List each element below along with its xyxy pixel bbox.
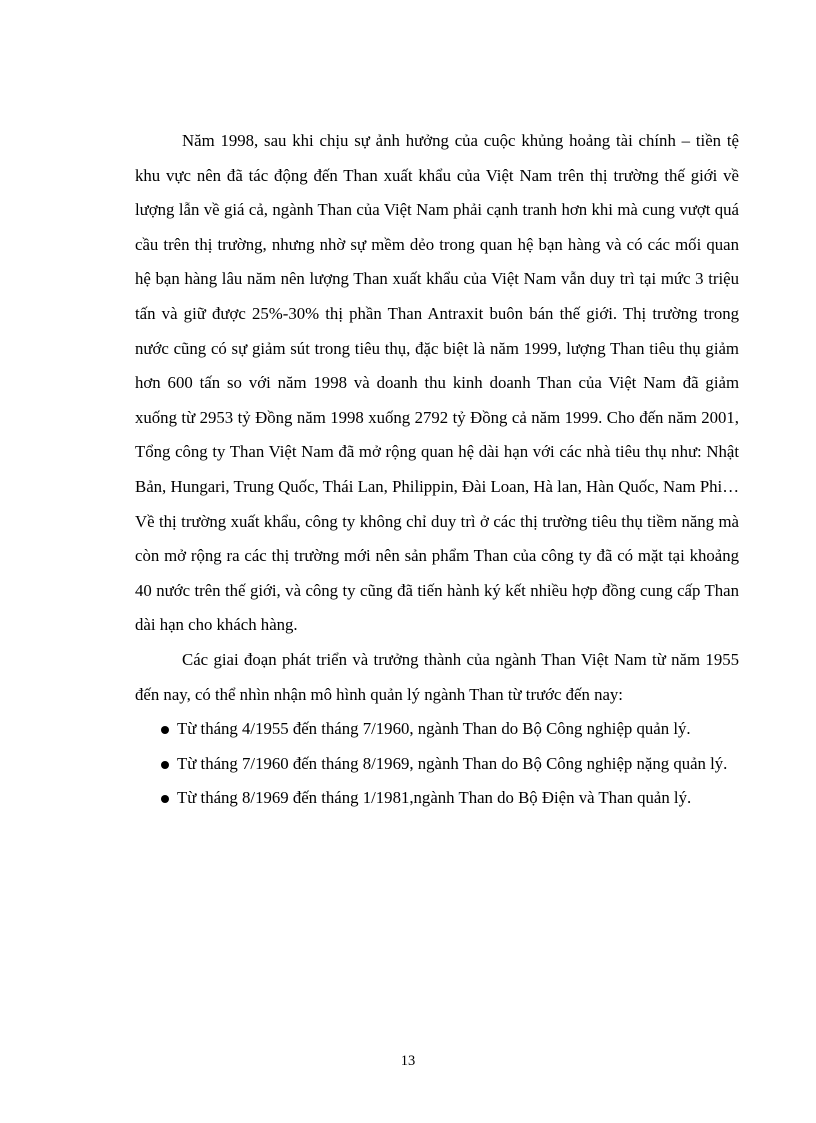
list-item [135, 712, 739, 747]
list-item [135, 747, 739, 782]
list-item-text: Từ tháng 7/1960 đến tháng 8/1969, ngành Than do Bộ Công nghiệp nặng quản lý. [177, 753, 728, 773]
management-stages-list [135, 712, 739, 816]
list-item [135, 781, 739, 816]
page-number: 13 [400, 1053, 416, 1069]
list-item-text: Từ tháng 8/1969 đến tháng 1/1981,ngành Than do Bộ Điện và Than quản lý. [177, 788, 692, 808]
bullet-icon [161, 795, 169, 803]
bullet-icon [161, 726, 169, 734]
list-item-text: Từ tháng 4/1955 đến tháng 7/1960, ngành Than do Bộ Công nghiệp quản lý. [177, 719, 691, 739]
paragraph-development-stages: Các giai đoạn phát triển và trưởng thành của ngành Than Việt Nam từ năm 1955 đến nay, có thể nhìn nhận mô hình quản lý ngành Than từ trước đến nay: [135, 649, 739, 704]
bullet-icon [161, 761, 169, 769]
page-body [135, 124, 739, 816]
paragraph-coal-export-1998: Năm 1998, sau khi chịu sự ảnh hưởng của cuộc khủng hoảng tài chính – tiền tệ khu vực nên đã tác động đến Than xuất khẩu của Việt Nam trên thị trường thế giới về lượng lẫn về giá cả, ngành Than của Việt Nam phải cạnh tranh hơn khi mà cung vượt quá cầu trên thị trường, nhưng nhờ sự mềm dẻo trong quan hệ bạn hàng và có các mối quan hệ bạn hàng lâu năm nên lượng Than xuất khẩu của Việt Nam vẫn duy trì tại mức 3 triệu tấn và giữ được 25%-30% thị phần Than Antraxit buôn bán thế giới. Thị trường trong nước cũng có sự giảm sút trong tiêu thụ, đặc biệt là năm 1999, lượng Than tiêu thụ giảm hơn 600 tấn so với năm 1998 và doanh thu kinh doanh Than của Việt Nam đã giảm xuống từ 2953 tỷ Đồng năm 1998 xuống 2792 tỷ Đồng cả năm 1999. Cho đến năm 2001, Tổng công ty Than Việt Nam đã mở rộng quan hệ dài hạn với các nhà tiêu thụ như: Nhật Bản, Hungari, Trung Quốc, Thái Lan, Philippin, Đài Loan, Hà lan, Hàn Quốc, Nam Phi… Về thị trường xuất khẩu, công ty không chỉ duy trì ở các thị trường tiêu thụ tiềm năng mà còn mở rộng ra các thị trường mới nên sản phẩm Than của công ty đã có mặt tại khoảng 40 nước trên thế giới, và công ty cũng đã tiến hành ký kết nhiều hợp đồng cung cấp Than dài hạn cho khách hàng. [135, 131, 739, 635]
